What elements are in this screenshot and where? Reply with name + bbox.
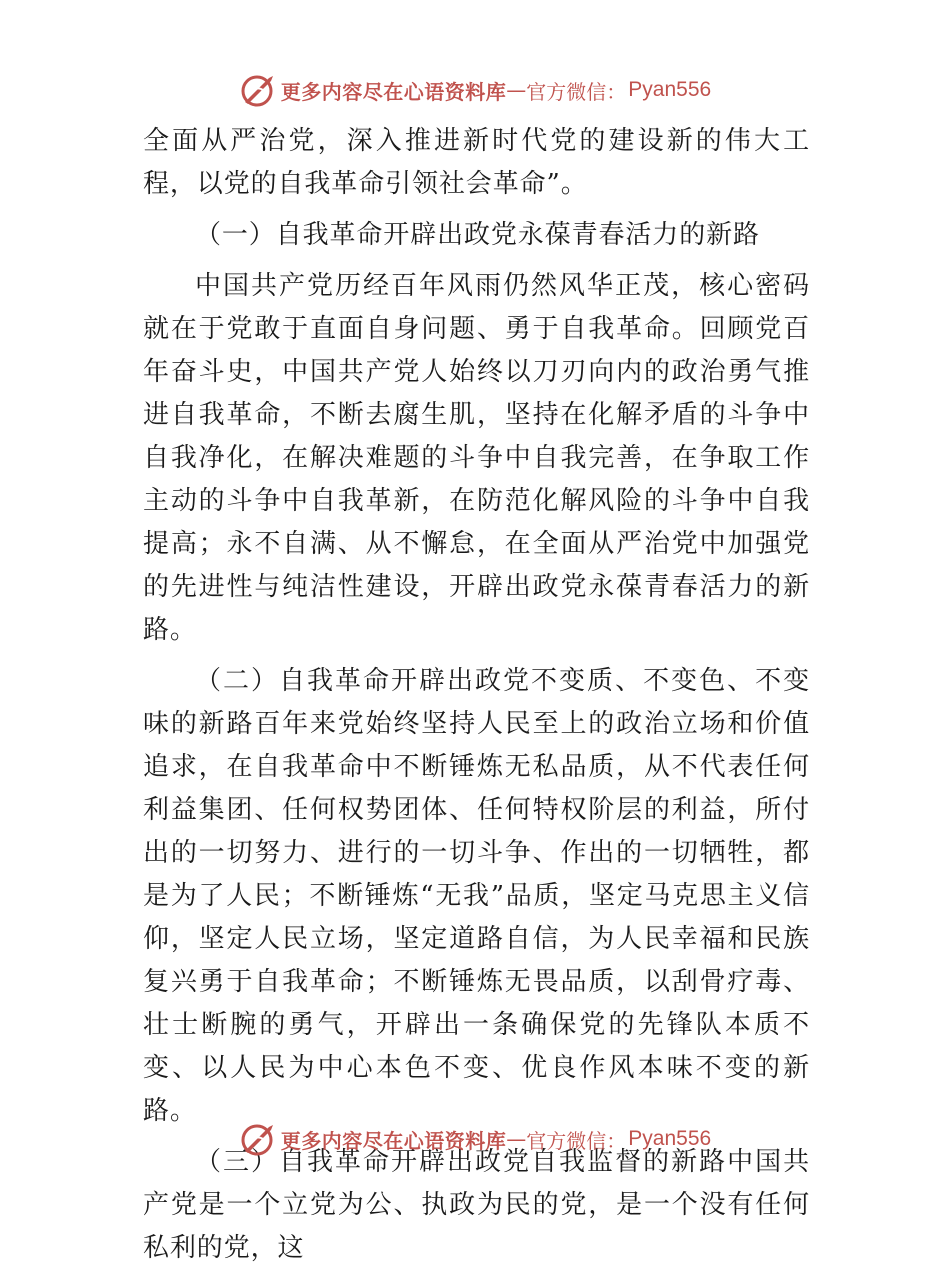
header-wechat-label: 官方微信： bbox=[526, 79, 627, 104]
document-body bbox=[143, 120, 810, 1278]
paragraph: 全面从严治党，深入推进新时代党的建设新的伟大工程，以党的自我革命引领社会革命”。 bbox=[143, 126, 810, 199]
pen-logo-icon bbox=[239, 1121, 277, 1157]
paragraph: （二）自我革命开辟出政党不变质、不变色、不变味的新路百年来党始终坚持人民至上的政治立场和价值追求，在自我革命中不断锤炼无私品质，从不代表任何利益集团、任何权势团体、任何特权阶层的利益，所付出的一切努力、进行的一切斗争、作出的一切牺牲，都是为了人民；不断锤炼“无我”品质，坚定马克思主义信仰，坚定人民立场，坚定道路自信，为人民幸福和民族复兴勇于自我革命；不断锤炼无畏品质，以刮骨疗毒、壮士断腕的勇气，开辟出一条确保党的先锋队本质不变、以人民为中心本色不变、优良作风本味不变的新路。 bbox=[143, 666, 810, 1126]
section-heading: （一）自我革命开辟出政党永葆青春活力的新路 bbox=[195, 220, 760, 250]
footer-brand-text: 更多内容尽在心语资料库 bbox=[280, 1128, 507, 1153]
header-brand-text: 更多内容尽在心语资料库 bbox=[280, 79, 507, 104]
footer-wechat-label: 官方微信： bbox=[526, 1128, 627, 1153]
header-account: Pyan556 bbox=[628, 78, 712, 101]
header-banner bbox=[0, 70, 950, 110]
footer-banner bbox=[0, 1119, 950, 1159]
footer-separator: — bbox=[506, 1127, 527, 1151]
paragraph: （三）自我革命开辟出政党自我监督的新路中国共产党是一个立党为公、执政为民的党，是一个没有任何私利的党，这 bbox=[143, 1147, 810, 1263]
footer-account: Pyan556 bbox=[628, 1127, 712, 1150]
pen-logo-icon bbox=[239, 72, 277, 108]
paragraph: 中国共产党历经百年风雨仍然风华正茂，核心密码就在于党敢于直面自身问题、勇于自我革命。回顾党百年奋斗史，中国共产党人始终以刀刃向内的政治勇气推进自我革命，不断去腐生肌，坚持在化解矛盾的斗争中自我净化，在解决难题的斗争中自我完善，在争取工作主动的斗争中自我革新，在防范化解风险的斗争中自我提高；永不自满、从不懈怠，在全面从严治党中加强党的先进性与纯洁性建设，开辟出政党永葆青春活力的新路。 bbox=[143, 271, 810, 645]
header-separator: — bbox=[506, 78, 527, 102]
